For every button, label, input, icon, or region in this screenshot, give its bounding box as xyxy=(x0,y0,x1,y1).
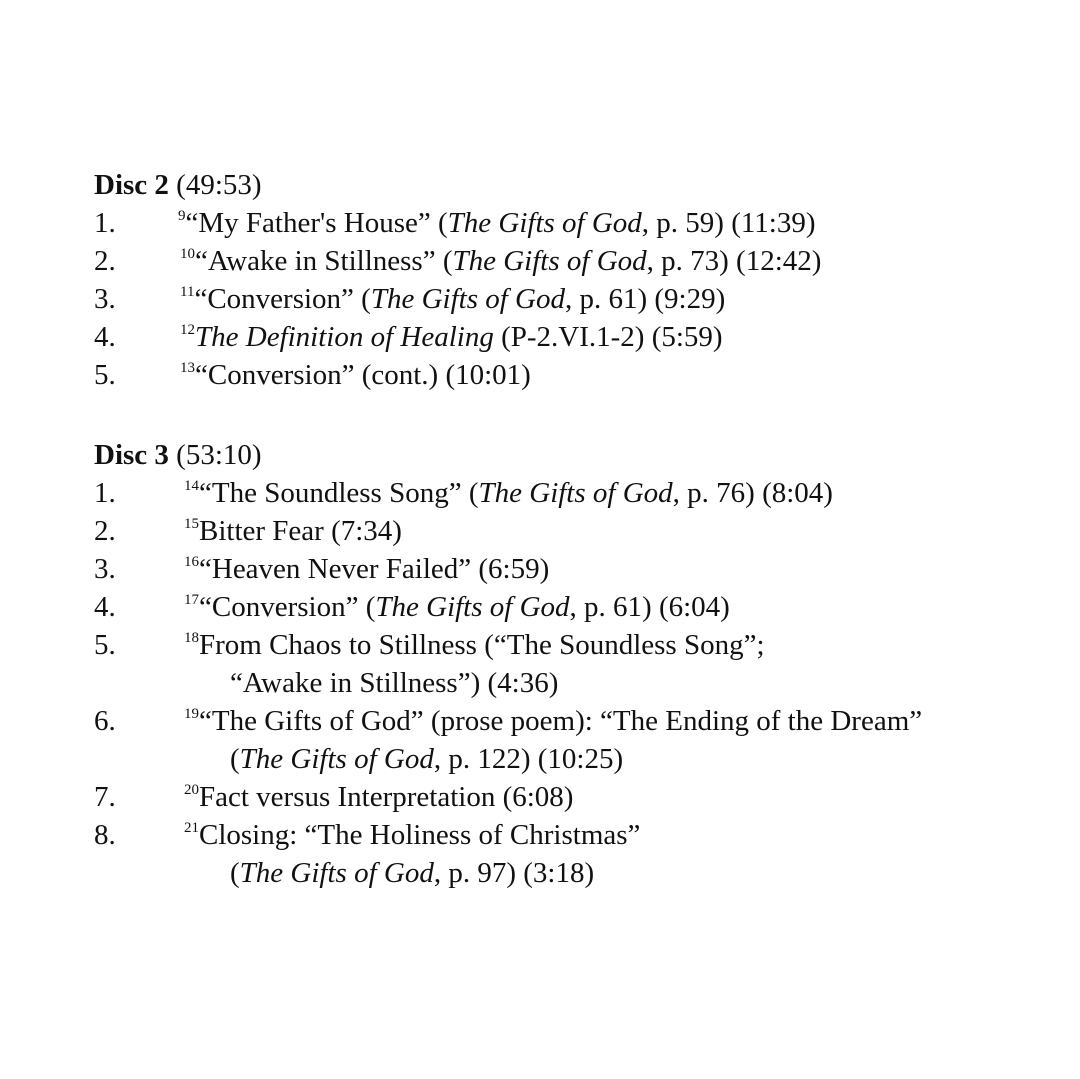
track-text: “Conversion” ( xyxy=(199,591,376,623)
footnote-ref: 18 xyxy=(184,630,199,646)
book-title: The Gifts of God xyxy=(375,591,570,623)
track-row xyxy=(94,816,1054,892)
track-row xyxy=(94,280,1054,318)
track-title-continuation xyxy=(94,854,1054,892)
track-row xyxy=(94,550,1054,588)
track-text: Closing: “The Holiness of Christmas” xyxy=(199,819,641,851)
track-text: , p. 61) (6:04) xyxy=(569,591,730,623)
track-number: 1. xyxy=(94,477,116,509)
track-title xyxy=(94,512,1054,550)
track-title-continuation xyxy=(94,740,1054,778)
track-text: , p. 97) (3:18) xyxy=(433,857,595,889)
track-text: From Chaos to Stillness (“The Soundless Song”; xyxy=(199,629,765,661)
track-text: “Awake in Stillness”) (4:36) xyxy=(230,667,559,699)
track-title xyxy=(94,474,1054,512)
footnote-ref: 14 xyxy=(184,478,199,494)
track-row xyxy=(94,512,1054,550)
track-text: Fact versus Interpretation (6:08) xyxy=(199,781,574,813)
disc-3-section xyxy=(94,436,1054,892)
track-row xyxy=(94,204,1054,242)
track-row xyxy=(94,356,1054,394)
track-text: “Heaven Never Failed” (6:59) xyxy=(199,553,550,585)
track-text: “The Gifts of God” (prose poem): “The Ending of the Dream” xyxy=(199,705,923,737)
track-title xyxy=(94,588,1054,626)
track-text: , p. 59) (11:39) xyxy=(641,207,816,239)
disc-2-heading xyxy=(94,166,1054,204)
disc-2-duration: (49:53) xyxy=(176,169,262,201)
footnote-ref: 15 xyxy=(184,516,199,532)
footnote-ref: 20 xyxy=(184,782,199,798)
book-title: The Gifts of God xyxy=(239,857,434,889)
footnote-ref: 17 xyxy=(184,592,199,608)
track-title xyxy=(94,280,1054,318)
book-title: The Gifts of God xyxy=(478,477,673,509)
track-title xyxy=(94,242,1054,280)
track-text: “My Father's House” ( xyxy=(185,207,448,239)
track-number: 2. xyxy=(94,515,116,547)
track-number: 5. xyxy=(94,629,116,661)
track-text: “Awake in Stillness” ( xyxy=(195,245,453,277)
footnote-ref: 11 xyxy=(180,284,195,300)
track-row xyxy=(94,626,1054,702)
disc-3-heading xyxy=(94,436,1054,474)
book-title: The Gifts of God xyxy=(447,207,642,239)
disc-2-section xyxy=(94,166,1054,394)
track-title xyxy=(94,702,1054,740)
track-number: 8. xyxy=(94,819,116,851)
track-text: ( xyxy=(230,857,240,889)
track-row xyxy=(94,318,1054,356)
footnote-ref: 21 xyxy=(184,820,199,836)
track-number: 3. xyxy=(94,283,116,315)
book-title: The Definition of Healing xyxy=(195,321,494,353)
track-text: “Conversion” ( xyxy=(194,283,371,315)
footnote-ref: 12 xyxy=(180,322,195,338)
track-number: 6. xyxy=(94,705,116,737)
track-text: , p. 122) (10:25) xyxy=(433,743,624,775)
track-text: Bitter Fear (7:34) xyxy=(199,515,402,547)
track-number: 1. xyxy=(94,207,116,239)
track-title xyxy=(94,626,1054,664)
disc-2-title: Disc 2 xyxy=(94,169,169,201)
track-number: 4. xyxy=(94,591,116,623)
track-title xyxy=(94,550,1054,588)
track-text: ( xyxy=(230,743,240,775)
footnote-ref: 13 xyxy=(180,360,195,376)
track-number: 7. xyxy=(94,781,116,813)
track-title xyxy=(94,356,1054,394)
book-title: The Gifts of God xyxy=(452,245,647,277)
track-text: , p. 73) (12:42) xyxy=(646,245,822,277)
book-title: The Gifts of God xyxy=(370,283,565,315)
track-title xyxy=(94,816,1054,854)
footnote-ref: 10 xyxy=(180,246,195,262)
track-row xyxy=(94,242,1054,280)
track-number: 4. xyxy=(94,321,116,353)
footnote-ref: 16 xyxy=(184,554,199,570)
track-text: (P-2.VI.1-2) (5:59) xyxy=(493,321,723,353)
track-row xyxy=(94,474,1054,512)
track-row xyxy=(94,778,1054,816)
track-text: , p. 76) (8:04) xyxy=(672,477,833,509)
track-number: 2. xyxy=(94,245,116,277)
track-title xyxy=(94,204,1054,242)
track-row xyxy=(94,702,1054,778)
track-title xyxy=(94,318,1054,356)
track-text: “Conversion” (cont.) (10:01) xyxy=(195,359,531,391)
track-text: , p. 61) (9:29) xyxy=(564,283,726,315)
footnote-ref: 19 xyxy=(184,706,199,722)
track-text: “The Soundless Song” ( xyxy=(199,477,479,509)
footnote-ref: 9 xyxy=(178,208,186,224)
disc-3-title: Disc 3 xyxy=(94,439,169,471)
track-number: 3. xyxy=(94,553,116,585)
track-title xyxy=(94,778,1054,816)
disc-3-duration: (53:10) xyxy=(176,439,262,471)
track-row xyxy=(94,588,1054,626)
book-title: The Gifts of God xyxy=(239,743,434,775)
track-number: 5. xyxy=(94,359,116,391)
track-title-continuation xyxy=(94,664,1054,702)
